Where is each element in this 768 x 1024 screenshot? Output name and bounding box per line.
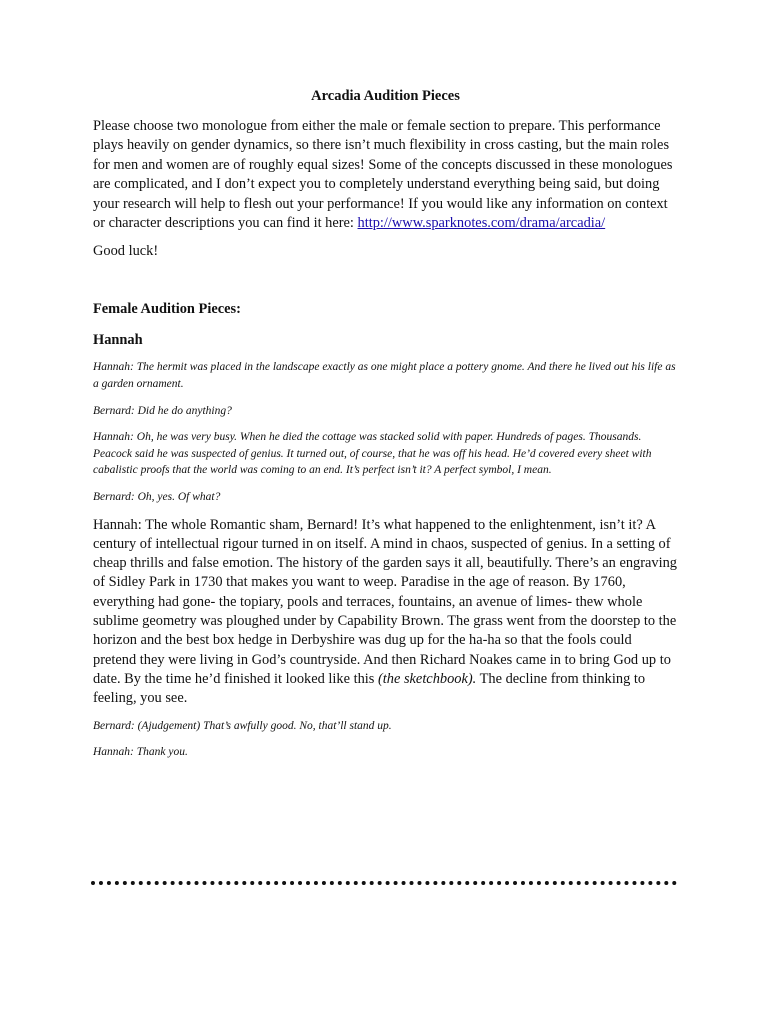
sparknotes-link[interactable]: http://www.sparknotes.com/drama/arcadia/: [357, 215, 606, 232]
character-name: Hannah: [93, 332, 143, 349]
section-heading: Female Audition Pieces:: [93, 301, 241, 318]
good-luck-text: Good luck!: [93, 243, 159, 260]
dialogue-line: Hannah: The hermit was placed in the landscape exactly as one might place a pottery gnome. And there he lived out his life as a garden ornament.: [93, 361, 676, 391]
stage-direction: (the sketchbook).: [377, 670, 477, 687]
intro-paragraph: [93, 117, 678, 233]
dialogue-line: Bernard: (Ajudgement) That’s awfully good. No, that’ll stand up.: [93, 719, 392, 732]
dialogue-line: Bernard: Did he do anything?: [93, 404, 232, 417]
dialogue-line: Hannah: Thank you.: [93, 746, 188, 759]
dialogue-line: Bernard: Oh, yes. Of what?: [93, 491, 221, 503]
monologue-text: Hannah: The whole Romantic sham, Bernard! It’s what happened to the enlightenment, isn’t it? A century of intellectual rigour turned in on itself. A mind in chaos, suspected of genius. In a setting of cheap thrills and false emotion. The history of the garden says it all, beautifully. There’s an engraving of Sidley Park in 1730 that makes you want to weep. Paradise in the age of reason. By 1760, everything had gone- the topiary, pools and terraces, fountains, an avenue of limes- thew whole sublime geometry was ploughed under by Capability Brown. The grass went from the doorstep to the horizon and the best box hedge in Derbyshire was dug up for the ha-ha so that the fools could pretend they were living in God’s countryside. And then Richard Noakes came in to bring God up to date. By the time he’d finished it looked like this: [93, 516, 677, 687]
monologue-paragraph: [93, 516, 678, 709]
document-page: [93, 88, 678, 771]
page-separator: [91, 881, 677, 885]
document-title: Arcadia Audition Pieces: [311, 88, 460, 104]
monologue-ending: The decline from thinking to feeling, you see.: [93, 670, 646, 707]
dialogue-line: Hannah: Oh, he was very busy. When he died the cottage was stacked solid with paper. Hundreds of pages. Thousands. Peacock said he was suspected of genius. It turned out, of course, that he was off his head. He’d covered every sheet with cabalistic proofs that the world was coming to an end. It’s perfect isn’t it? A perfect symbol, I mean.: [93, 431, 652, 477]
intro-text: Please choose two monologue from either the male or female section to prepare. This performance plays heavily on gender dynamics, so there isn’t much flexibility in cross casting, but the main roles for men and women are of roughly equal sizes! Some of the concepts discussed in these monologues are complicated, and I don’t expect you to completely understand everything being said, but doing your research will help to flesh out your performance! If you would like any information on context or character descriptions you can find it here:: [93, 118, 673, 232]
